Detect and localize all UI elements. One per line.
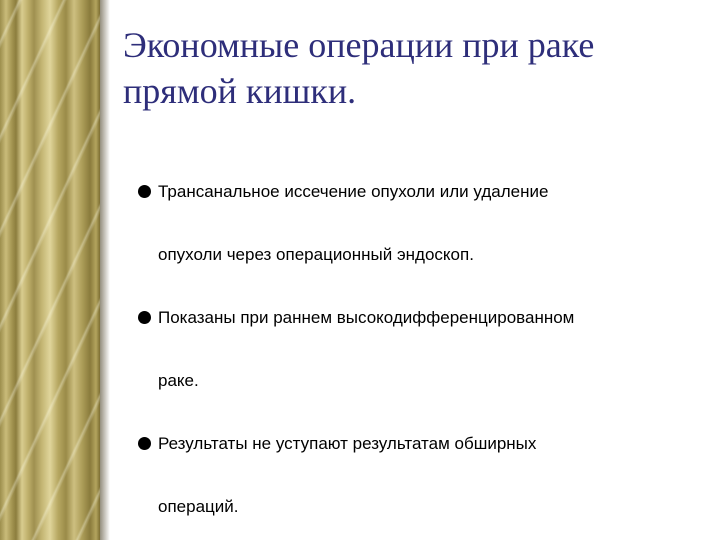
bullet-text-line: опухоли через операционный эндоскоп.: [158, 245, 474, 264]
bullet-list: [138, 160, 708, 538]
side-band-shadow: [100, 0, 110, 540]
bullet-text-line: Показаны при раннем высокодифференцированном: [158, 308, 575, 327]
slide-title: Экономные операции при раке прямой кишки.: [123, 25, 595, 111]
bullet-dot-icon: [138, 437, 151, 450]
bullet-item: [138, 160, 708, 286]
bullet-dot-icon: [138, 311, 151, 324]
bullet-item: [138, 412, 708, 538]
bullet-text-line: раке.: [158, 371, 199, 390]
bullet-text-line: операций.: [158, 497, 239, 516]
bullet-dot-icon: [138, 185, 151, 198]
bullet-text-line: Трансанальное иссечение опухоли или удаление: [158, 182, 549, 201]
decorative-side-band: [0, 0, 100, 540]
bullet-item: [138, 286, 708, 412]
bullet-text-line: Результаты не уступают результатам обширных: [158, 434, 537, 453]
